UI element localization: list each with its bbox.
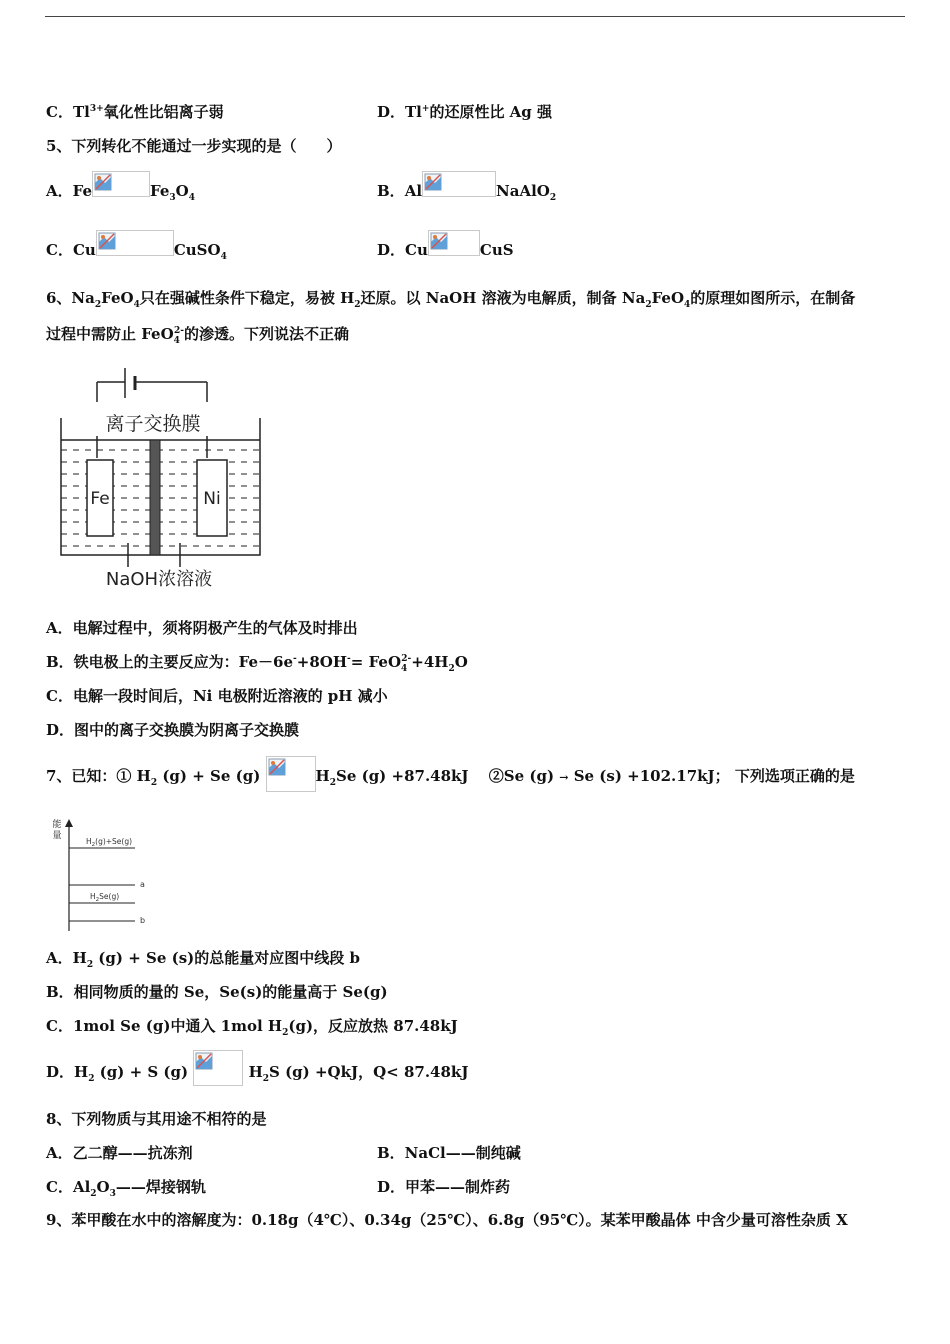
header-rule (45, 16, 905, 17)
q4-option-d: D．Tl+的还原性比 Ag 强 (377, 103, 553, 121)
level-mid-label: $H_2Se(g)$ (90, 892, 120, 903)
broken-image-icon (266, 756, 316, 792)
solution-label: NaOH浓溶液 (105, 569, 213, 590)
q8-stem: 8、下列物质与其用途不相符的是 (46, 1110, 267, 1128)
electrolysis-diagram (55, 360, 270, 595)
q6-option-a: A．电解过程中，须将阴极产生的气体及时排出 (46, 619, 358, 637)
q7-stem: 7、已知：① $H_2$ (g) + Se (g) $H_2Se$ (g) +87.48kJ ②Se (g) → Se (s) +102.17kJ； 下列选项正确的是 (46, 754, 855, 790)
broken-image-icon (193, 1050, 243, 1086)
ion-exchange-membrane (150, 440, 160, 555)
q7-option-c: C．1mol Se (g)中通入 1mol $H_2(g)$，反应放热 87.48kJ (46, 1017, 458, 1038)
broken-image-icon (422, 171, 496, 197)
q4-option-c: C．$Tl^{3+}$氧化性比铝离子弱 (46, 103, 224, 121)
q6-option-d: D．图中的离子交换膜为阴离子交换膜 (46, 721, 300, 739)
q6-option-c: C．电解一段时间后，Ni 电极附近溶液的 pH 减小 (46, 687, 388, 705)
q7-option-d: D．$H_2$ (g) + S (g) $H_2S$ (g) +QkJ，Q< 87.48kJ (46, 1048, 468, 1084)
q7-option-b: B．相同物质的量的 Se，Se(s)的能量高于 Se(g) (46, 983, 388, 1001)
mark-a: a (140, 880, 145, 889)
q8-option-d: D．甲苯——制炸药 (377, 1178, 511, 1196)
q7-option-a: A．$H_2$ (g) + Se (s)的总能量对应图中线段 b (46, 949, 360, 970)
energy-level-diagram (50, 815, 160, 935)
mark-b: b (140, 916, 146, 925)
q5-option-d: D．Cu CuS (377, 230, 514, 262)
q6-option-b: B．铁电极上的主要反应为：$Fe-6e^-+8OH^-= FeO_4^{2-}+4H_2O$ (46, 653, 468, 674)
broken-image-icon (428, 230, 480, 256)
q8-option-a: A．乙二醇——抗冻剂 (46, 1144, 193, 1162)
q6-stem-line1: 6、$Na_2FeO_4$只在强碱性条件下稳定，易被 $H_2$还原。以 NaOH 溶液为电解质，制备 $Na_2FeO_4$的原理如图所示，在制备 (46, 289, 856, 310)
q6-stem-line2: 过程中需防止 FeO$_4^{2-}$的渗透。下列说法不正确 (46, 325, 349, 346)
svg-text:能: 能 (52, 820, 62, 830)
level-top-label: $H_2(g)+Se(g)$ (86, 837, 133, 848)
q8-option-c: C．$Al_2O_3——$焊接钢轨 (46, 1178, 206, 1199)
svg-text:量: 量 (52, 831, 62, 841)
q5-option-b: B．Al NaAlO$_2$ (377, 171, 556, 203)
broken-image-icon (92, 171, 150, 197)
q5-option-a: A．Fe $Fe_3O_4$ (46, 171, 195, 203)
broken-image-icon (96, 230, 174, 256)
q5-option-c: C．Cu CuSO$_4$ (46, 230, 227, 262)
svg-text:Ni: Ni (203, 489, 221, 509)
q8-option-b: B．NaCl——制纯碱 (377, 1144, 521, 1162)
membrane-label: 离子交换膜 (105, 413, 201, 435)
q9-stem: 9、苯甲酸在水中的溶解度为：0.18g（4℃）、0.34g（25℃）、6.8g（95℃）。某苯甲酸晶体 中含少量可溶性杂质 X (46, 1211, 848, 1229)
svg-text:Fe: Fe (90, 489, 110, 509)
q5-stem: 5、下列转化不能通过一步实现的是（ ） (46, 137, 342, 155)
